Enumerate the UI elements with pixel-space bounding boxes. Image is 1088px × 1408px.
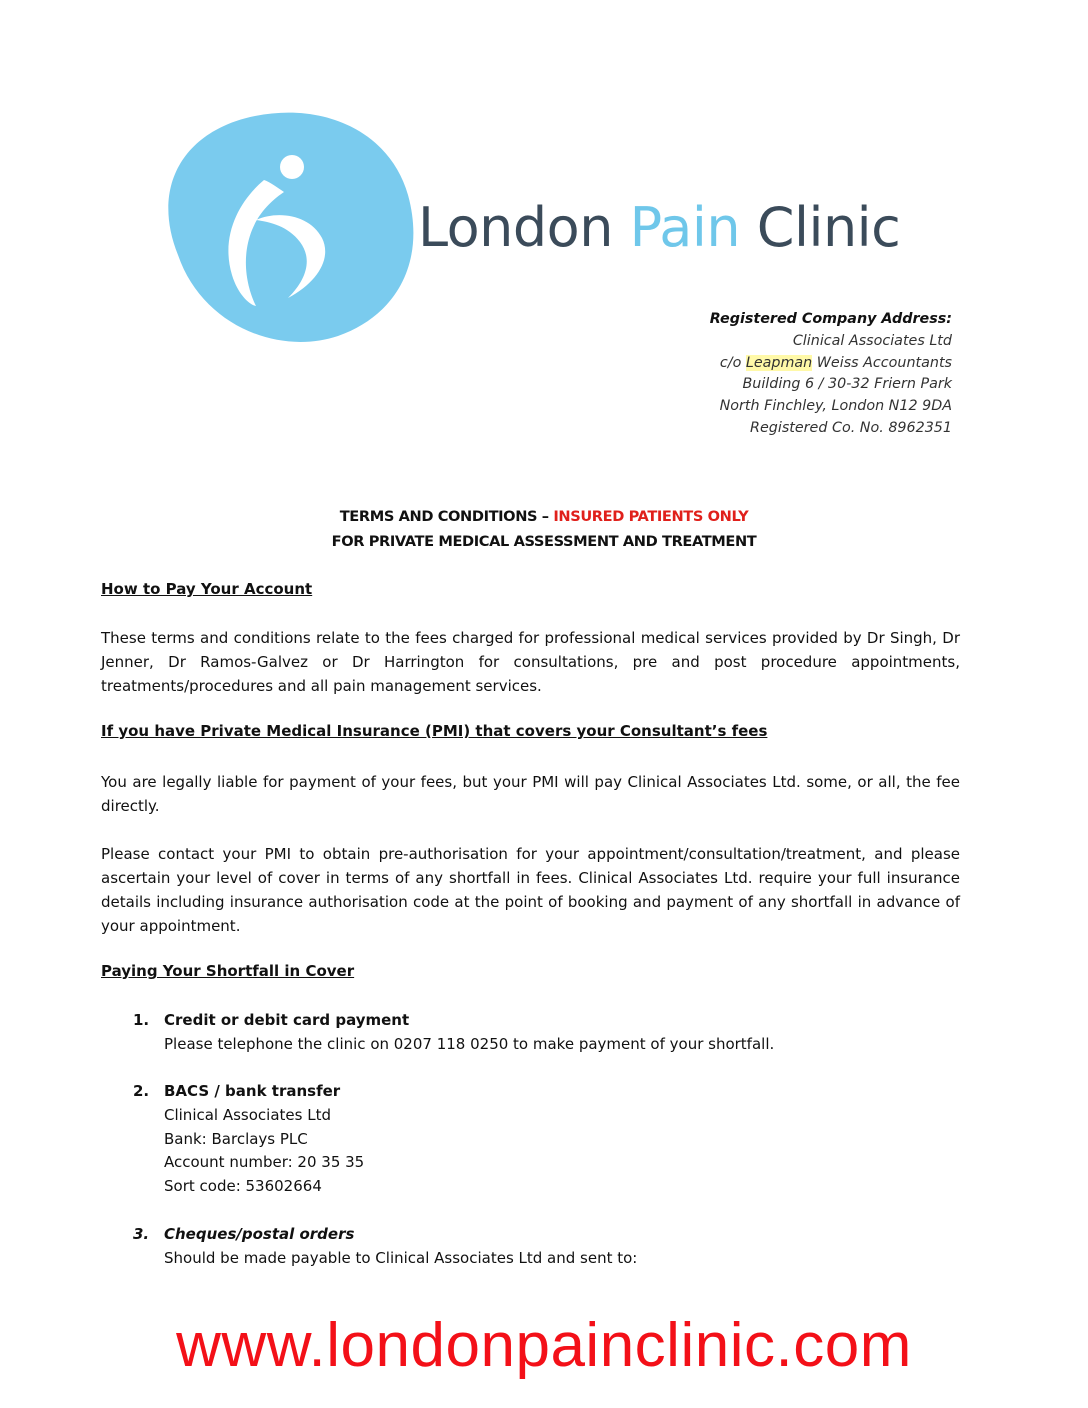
highlighted-name: Leapman: [745, 354, 813, 371]
document-title: TERMS AND CONDITIONS – INSURED PATIENTS ONLY: [339, 508, 749, 525]
registered-address: [710, 309, 952, 440]
terms-paragraph: These terms and conditions relate to the fees charged for professional medical services provided by Dr Singh, Dr Jenner, Dr Ramos-Galvez or Dr Harrington for consultations, pre and post procedure appointments, treatments/procedures and all pain management services.: [101, 629, 960, 695]
company-number: Registered Co. No. 8962351: [750, 419, 952, 436]
document-subtitle: FOR PRIVATE MEDICAL ASSESSMENT AND TREATMENT: [331, 533, 757, 550]
section-heading-shortfall: Paying Your Shortfall in Cover: [101, 962, 355, 980]
payment-option-title: BACS / bank transfer: [164, 1082, 341, 1100]
address-line: c/o Leapman Weiss Accountants: [719, 354, 952, 371]
section-heading-how-to-pay: How to Pay Your Account: [101, 580, 313, 598]
payment-option-title: Credit or debit card payment: [164, 1011, 410, 1029]
list-number: 2.: [133, 1082, 150, 1100]
insured-only-label: INSURED PATIENTS ONLY: [553, 508, 749, 525]
list-number: 3.: [133, 1225, 150, 1243]
address-line: Clinical Associates Ltd: [792, 332, 952, 349]
payment-option-title: Cheques/postal orders: [164, 1225, 355, 1243]
liability-paragraph: You are legally liable for payment of your fees, but your PMI will pay Clinical Associates Ltd. some, or all, the fee directly.: [101, 773, 960, 815]
payment-option-line: Clinical Associates Ltd: [164, 1105, 331, 1124]
payment-option-line: Sort code: 53602664: [164, 1177, 322, 1196]
logo-word-clinic: Clinic: [740, 196, 901, 259]
logo-word-london: London: [418, 196, 630, 259]
address-heading: Registered Company Address:: [709, 311, 952, 327]
logo-wordmark: [418, 196, 900, 259]
website-link[interactable]: www.londonpainclinic.com: [176, 1311, 912, 1380]
section-heading-pmi: If you have Private Medical Insurance (PMI) that covers your Consultant’s fees: [101, 722, 768, 740]
logo-word-pain: Pain: [629, 196, 741, 259]
payment-option-line: Bank: Barclays PLC: [164, 1129, 308, 1148]
pre-authorisation-paragraph: Please contact your PMI to obtain pre-authorisation for your appointment/consultation/treatment, and please ascertain your level of cover in terms of any shortfall in fees. Clinical Associates Ltd. require your full insurance details including insurance authorisation code at the point of booking and payment of any shortfall in advance of your appointment.: [101, 845, 960, 935]
payment-option-line: Account number: 20 35 35: [164, 1153, 365, 1172]
address-line: North Finchley, London N12 9DA: [719, 398, 952, 415]
payment-option-line: Should be made payable to Clinical Associates Ltd and sent to:: [164, 1248, 638, 1267]
list-number: 1.: [133, 1011, 150, 1029]
payment-option-line: Please telephone the clinic on 0207 118 0250 to make payment of your shortfall.: [164, 1034, 775, 1053]
address-line: Building 6 / 30-32 Friern Park: [742, 376, 952, 393]
